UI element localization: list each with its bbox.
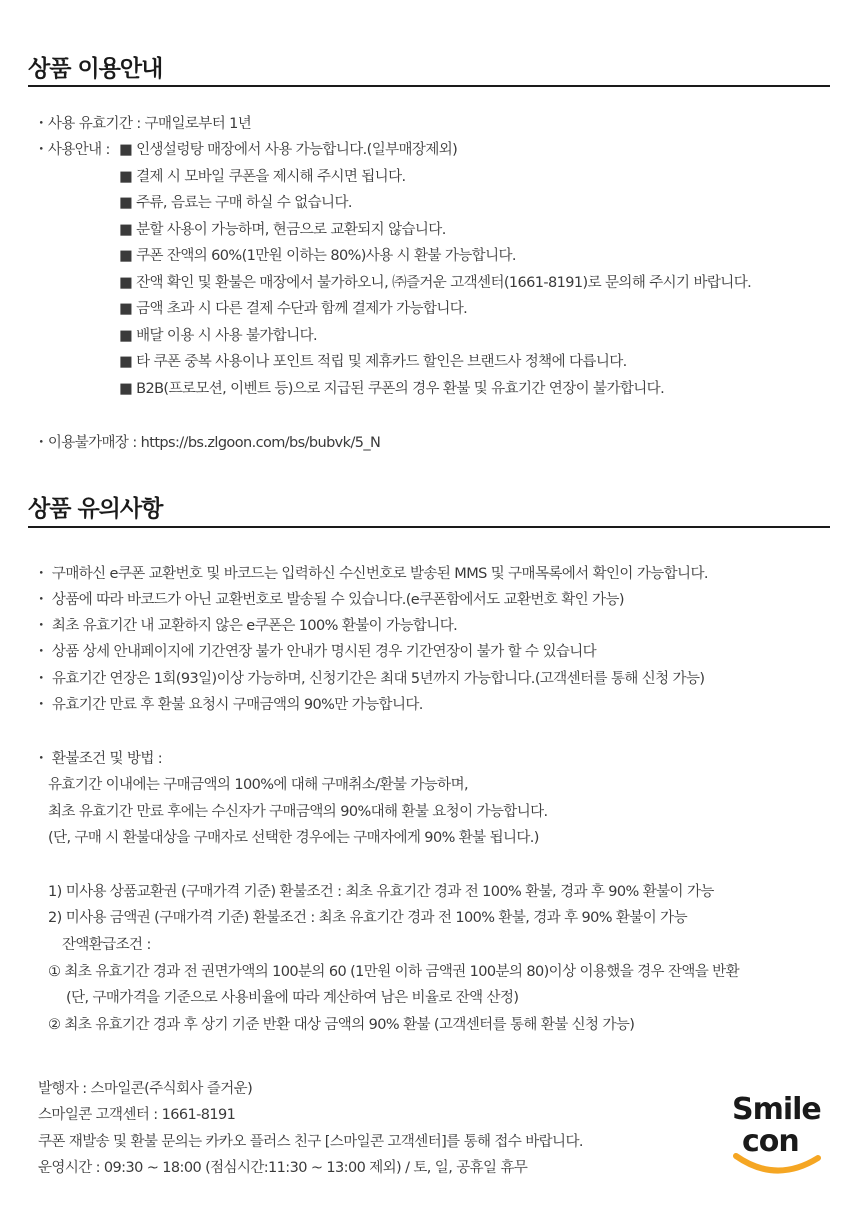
notice-item: ・ 상품에 따라 바코드가 아닌 교환번호로 발송될 수 있습니다.(e쿠폰함에서도 교환번호 확인 가능) — [34, 592, 624, 608]
section-title-usage-guide: 상품 이용안내 — [28, 56, 163, 82]
balance-item: ② 최초 유효기간 경과 후 상기 기준 반환 대상 금액의 90% 환불 (고객센터를 통해 환불 신청 가능) — [48, 1017, 635, 1033]
notice-item: ・ 유효기간 연장은 1회(93일)이상 가능하며, 신청기간은 최대 5년까지 가능합니다.(고객센터를 통해 신청 가능) — [34, 671, 705, 687]
refund-line: (단, 구매 시 환불대상을 구매자로 선택한 경우에는 구매자에게 90% 환불 됩니다.) — [48, 830, 539, 846]
notice-item: ・ 상품 상세 안내페이지에 기간연장 불가 안내가 명시된 경우 기간연장이 불가 할 수 있습니다 — [34, 644, 597, 660]
usage-label: ・사용안내 : — [34, 142, 110, 158]
section-divider — [28, 85, 830, 87]
usage-item: ■ 결제 시 모바일 쿠폰을 제시해 주시면 됩니다. — [119, 169, 406, 185]
section-divider — [28, 526, 830, 528]
unavailable-stores-line: ・이용불가매장 : https://bs.zlgoon.com/bs/bubvk/5_N — [34, 435, 381, 451]
refund-line: 유효기간 이내에는 구매금액의 100%에 대해 구매취소/환불 가능하며, — [48, 777, 468, 793]
refund-condition: 1) 미사용 상품교환권 (구매가격 기준) 환불조건 : 최초 유효기간 경과 전 100% 환불, 경과 후 90% 환불이 가능 — [48, 884, 714, 900]
publisher-info: 발행자 : 스마일콘(주식회사 즐거운) — [38, 1081, 253, 1097]
usage-item: ■ 배달 이용 시 사용 불가합니다. — [119, 328, 318, 344]
validity-line: ・사용 유효기간 : 구매일로부터 1년 — [34, 116, 252, 132]
notice-item: ・ 최초 유효기간 내 교환하지 않은 e쿠폰은 100% 환불이 가능합니다. — [34, 618, 458, 634]
resend-info: 쿠폰 재발송 및 환불 문의는 카카오 플러스 친구 [스마일콘 고객센터]를 통해 접수 바랍니다. — [38, 1134, 583, 1150]
notice-item: ・ 유효기간 만료 후 환불 요청시 구매금액의 90%만 가능합니다. — [34, 697, 423, 713]
balance-item: ① 최초 유효기간 경과 전 권면가액의 100분의 60 (1만원 이하 금액권 100분의 80)이상 이용했을 경우 잔액을 반환 — [48, 964, 740, 980]
usage-item: ■ 잔액 확인 및 환불은 매장에서 불가하오니, ㈜즐거운 고객센터(1661-8191)로 문의해 주시기 바랍니다. — [119, 275, 752, 291]
notice-item: ・ 구매하신 e쿠폰 교환번호 및 바코드는 입력하신 수신번호로 발송된 MMS 및 구매목록에서 확인이 가능합니다. — [34, 566, 708, 582]
usage-item: ■ 분할 사용이 가능하며, 현금으로 교환되지 않습니다. — [119, 222, 446, 238]
usage-item: ■ B2B(프로모션, 이벤트 등)으로 지급된 쿠폰의 경우 환불 및 유효기간 연장이 불가합니다. — [119, 381, 665, 397]
usage-item: ■ 타 쿠폰 중복 사용이나 포인트 적립 및 제휴카드 할인은 브랜드사 정책에 다릅니다. — [119, 354, 627, 370]
customer-center-info: 스마일콘 고객센터 : 1661-8191 — [38, 1107, 236, 1123]
smilecon-logo — [726, 1092, 832, 1182]
refund-title: ・ 환불조건 및 방법 : — [34, 751, 163, 767]
usage-item: ■ 인생설렁탕 매장에서 사용 가능합니다.(일부매장제외) — [119, 142, 458, 158]
balance-item: (단, 구매가격을 기준으로 사용비율에 따라 계산하여 남은 비율로 잔액 산정) — [66, 990, 519, 1006]
logo-text-smile: Smile — [732, 1092, 821, 1127]
refund-condition: 2) 미사용 금액권 (구매가격 기준) 환불조건 : 최초 유효기간 경과 전 100% 환불, 경과 후 90% 환불이 가능 — [48, 910, 687, 926]
usage-item: ■ 금액 초과 시 다른 결제 수단과 함께 결제가 가능합니다. — [119, 301, 468, 317]
balance-title: 잔액환급조건 : — [62, 937, 151, 953]
refund-line: 최초 유효기간 만료 후에는 수신자가 구매금액의 90%대해 환불 요청이 가능합니다. — [48, 804, 548, 820]
operating-hours: 운영시간 : 09:30 ~ 18:00 (점심시간:11:30 ~ 13:00 제외) / 토, 일, 공휴일 휴무 — [38, 1160, 528, 1176]
logo-text-con: con — [742, 1124, 799, 1159]
usage-item: ■ 쿠폰 잔액의 60%(1만원 이하는 80%)사용 시 환불 가능합니다. — [119, 248, 516, 264]
usage-item: ■ 주류, 음료는 구매 하실 수 없습니다. — [119, 195, 352, 211]
section-title-precautions: 상품 유의사항 — [28, 496, 163, 522]
